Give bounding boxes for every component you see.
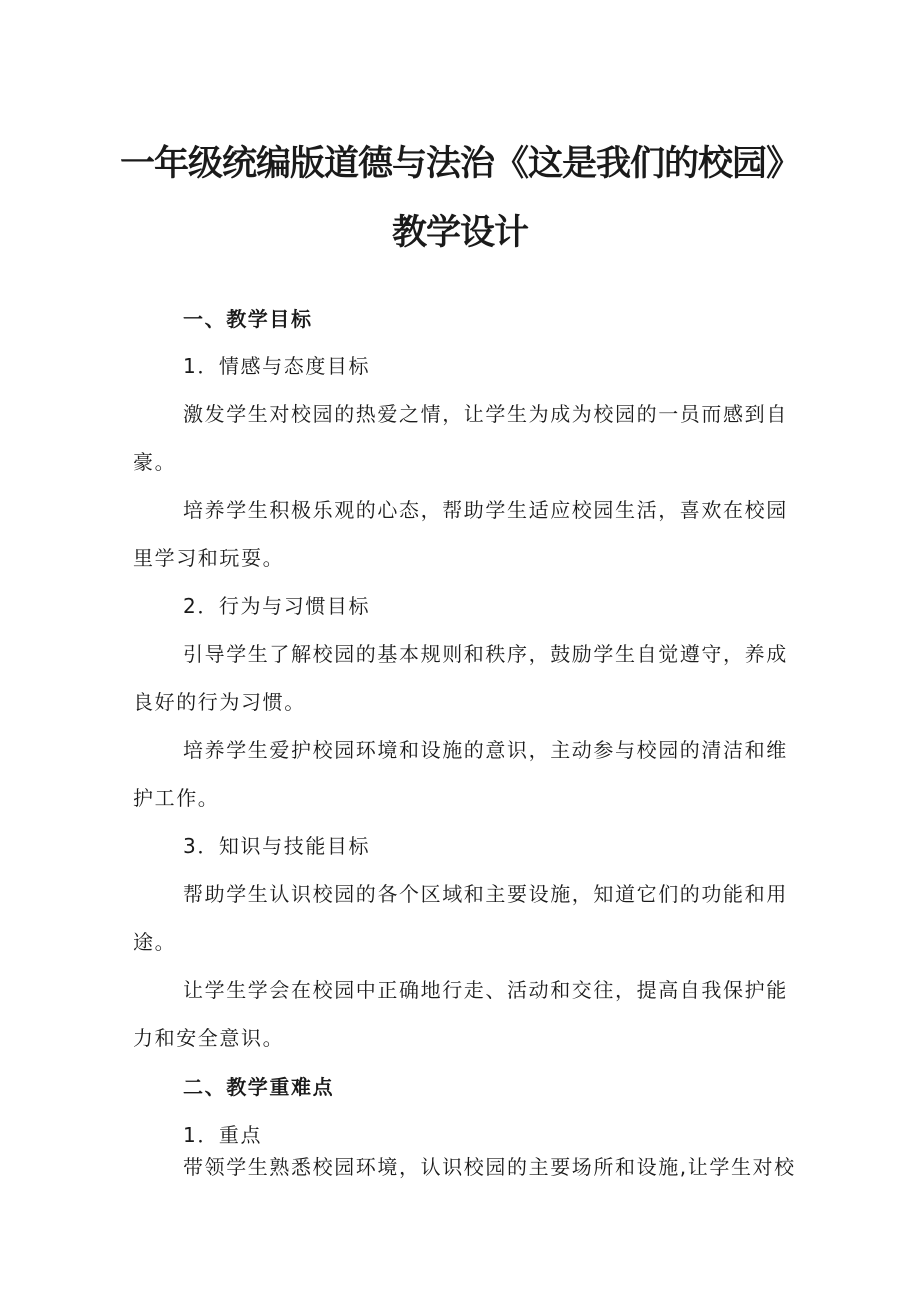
document-title-line2: 教学设计 (391, 213, 528, 253)
section1-item1-para2-line1: 培养学生积极乐观的心态，帮助学生适应校园生活，喜欢在校园 (183, 498, 788, 522)
section1-heading: 一、教学目标 (183, 307, 313, 331)
document-title-line1: 一年级统编版道德与法治《这是我们的校园》 (119, 144, 800, 184)
section2-item1-title: 1．重点 (183, 1123, 263, 1147)
section1-item3-para2-line2: 力和安全意识。 (133, 1026, 285, 1050)
section2-item1-para1-line1: 带领学生熟悉校园环境，认识校园的主要场所和设施,让学生对校 (183, 1155, 796, 1179)
section1-item1-para1-line2: 豪。 (133, 450, 177, 474)
section1-item3-para2-line1: 让学生学会在校园中正确地行走、活动和交往，提高自我保护能 (183, 978, 788, 1002)
section1-item2-para1-line1: 引导学生了解校园的基本规则和秩序，鼓励学生自觉遵守，养成 (183, 642, 788, 666)
section2-heading: 二、教学重难点 (183, 1075, 335, 1099)
section1-item2-para2-line1: 培养学生爱护校园环境和设施的意识，主动参与校园的清洁和维 (183, 738, 788, 762)
section1-item2-para1-line2: 良好的行为习惯。 (133, 690, 306, 714)
section1-item3-title: 3．知识与技能目标 (183, 834, 371, 858)
section1-item2-para2-line2: 护工作。 (133, 786, 220, 810)
section1-item1-para1-line1: 激发学生对校园的热爱之情，让学生为成为校园的一员而感到自 (183, 402, 788, 426)
section1-item3-para1-line2: 途。 (133, 930, 177, 954)
section1-item2-title: 2．行为与习惯目标 (183, 594, 371, 618)
section1-item3-para1-line1: 帮助学生认识校园的各个区域和主要设施，知道它们的功能和用 (183, 882, 788, 906)
section1-item1-para2-line2: 里学习和玩耍。 (133, 546, 285, 570)
section1-item1-title: 1．情感与态度目标 (183, 354, 371, 378)
